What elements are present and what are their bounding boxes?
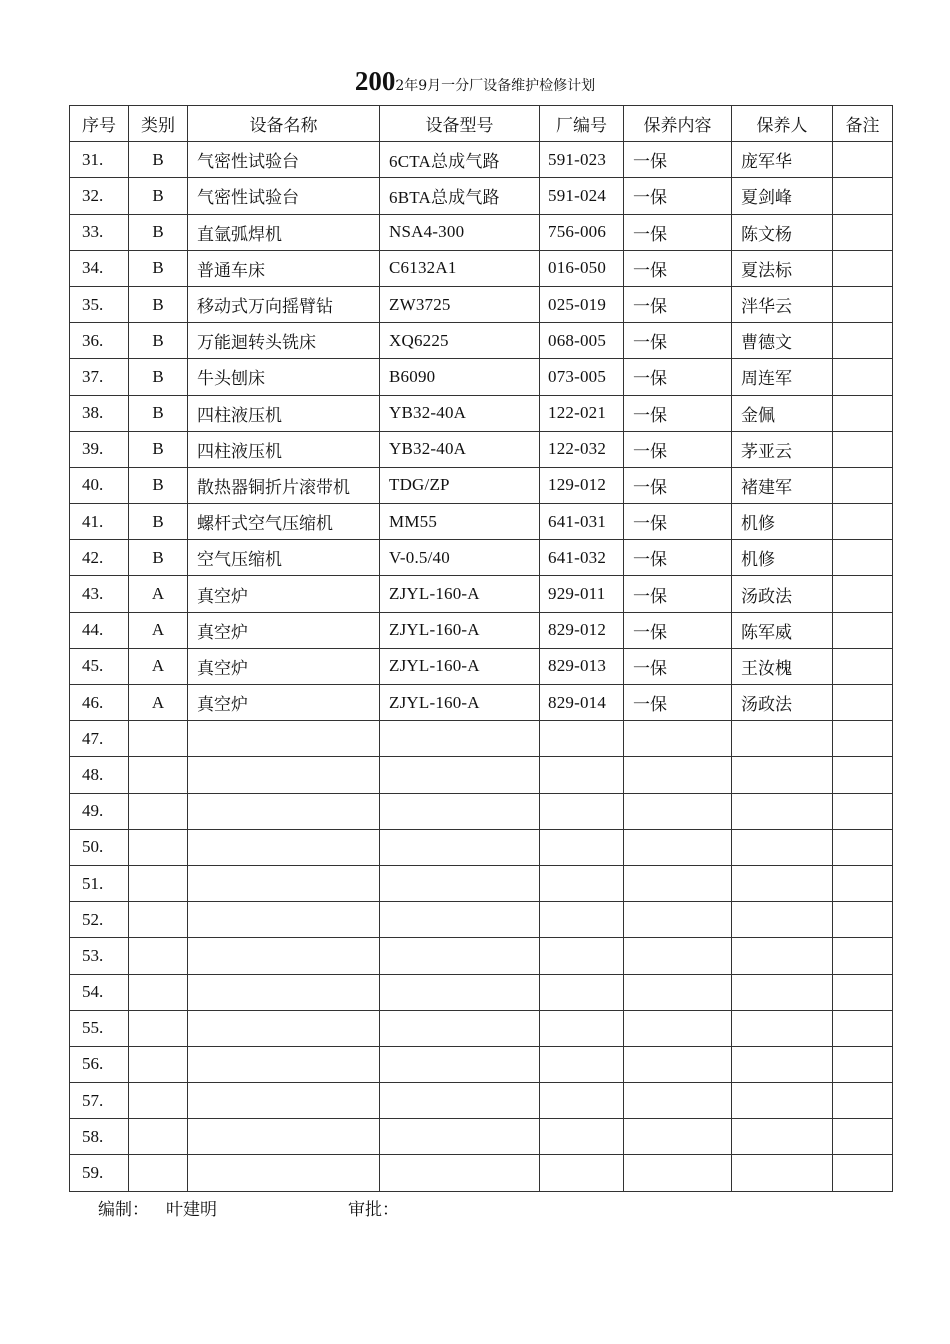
cell-equipment-model: V-0.5/40: [380, 540, 540, 576]
cell-remarks: [833, 250, 893, 286]
header-seq: 序号: [70, 106, 129, 142]
cell-equipment-name: 真空炉: [188, 576, 380, 612]
cell-maintenance-content: 一保: [624, 576, 732, 612]
cell-equipment-name: 空气压缩机: [188, 540, 380, 576]
cell-maintainer: 褚建军: [732, 467, 833, 503]
cell-category: [129, 793, 188, 829]
table-row: [70, 286, 893, 322]
cell-remarks: [833, 286, 893, 322]
cell-equipment-name: 散热器铜折片滚带机: [188, 467, 380, 503]
cell-factory-number: 929-011: [540, 576, 624, 612]
table-row: [70, 359, 893, 395]
cell-seq: 45.: [70, 648, 129, 684]
cell-category: [129, 938, 188, 974]
cell-maintenance-content: 一保: [624, 178, 732, 214]
cell-equipment-name: 牛头刨床: [188, 359, 380, 395]
cell-equipment-name: [188, 793, 380, 829]
cell-category: B: [129, 286, 188, 322]
cell-factory-number: [540, 721, 624, 757]
table-row: [70, 395, 893, 431]
cell-equipment-name: [188, 1119, 380, 1155]
cell-remarks: [833, 214, 893, 250]
cell-category: [129, 974, 188, 1010]
cell-maintainer: [732, 938, 833, 974]
table-row: [70, 1083, 893, 1119]
cell-equipment-name: 气密性试验台: [188, 142, 380, 178]
cell-equipment-name: [188, 721, 380, 757]
cell-category: [129, 1155, 188, 1191]
cell-maintenance-content: [624, 865, 732, 901]
table-row: [70, 1046, 893, 1082]
table-row: [70, 540, 893, 576]
compiler-label: 编制：: [98, 1200, 149, 1220]
cell-factory-number: 829-012: [540, 612, 624, 648]
cell-equipment-model: 6CTA总成气路: [380, 142, 540, 178]
table-row: [70, 1155, 893, 1191]
cell-equipment-name: 气密性试验台: [188, 178, 380, 214]
cell-maintainer: [732, 1046, 833, 1082]
cell-maintenance-content: 一保: [624, 504, 732, 540]
cell-maintainer: [732, 902, 833, 938]
cell-maintenance-content: 一保: [624, 395, 732, 431]
header-equipment-name: 设备名称: [188, 106, 380, 142]
cell-maintainer: [732, 1119, 833, 1155]
cell-factory-number: [540, 1083, 624, 1119]
cell-remarks: [833, 1046, 893, 1082]
cell-maintenance-content: 一保: [624, 286, 732, 322]
cell-category: A: [129, 576, 188, 612]
cell-maintainer: [732, 829, 833, 865]
cell-maintainer: 夏剑峰: [732, 178, 833, 214]
cell-category: [129, 865, 188, 901]
header-equipment-model: 设备型号: [380, 106, 540, 142]
cell-maintainer: [732, 974, 833, 1010]
cell-maintainer: 王汝槐: [732, 648, 833, 684]
cell-seq: 37.: [70, 359, 129, 395]
cell-category: B: [129, 250, 188, 286]
cell-equipment-model: TDG/ZP: [380, 467, 540, 503]
cell-category: A: [129, 648, 188, 684]
cell-equipment-name: 四柱液压机: [188, 431, 380, 467]
cell-equipment-name: 直氩弧焊机: [188, 214, 380, 250]
cell-remarks: [833, 757, 893, 793]
cell-maintainer: [732, 1010, 833, 1046]
cell-factory-number: 129-012: [540, 467, 624, 503]
cell-maintainer: [732, 757, 833, 793]
cell-equipment-model: ZJYL-160-A: [380, 576, 540, 612]
cell-remarks: [833, 142, 893, 178]
cell-remarks: [833, 359, 893, 395]
cell-remarks: [833, 504, 893, 540]
cell-maintainer: 机修: [732, 504, 833, 540]
table-row: [70, 178, 893, 214]
cell-equipment-name: [188, 1010, 380, 1046]
table-body: [70, 142, 893, 1191]
table-row: [70, 214, 893, 250]
cell-remarks: [833, 865, 893, 901]
cell-remarks: [833, 467, 893, 503]
compiler-name: 叶建明: [166, 1200, 217, 1220]
cell-factory-number: 025-019: [540, 286, 624, 322]
cell-category: [129, 1083, 188, 1119]
cell-remarks: [833, 178, 893, 214]
cell-seq: 38.: [70, 395, 129, 431]
cell-factory-number: [540, 829, 624, 865]
table-row: [70, 323, 893, 359]
cell-equipment-name: 真空炉: [188, 685, 380, 721]
cell-equipment-model: [380, 793, 540, 829]
cell-factory-number: [540, 1046, 624, 1082]
cell-category: B: [129, 467, 188, 503]
table-row: [70, 793, 893, 829]
cell-equipment-model: [380, 865, 540, 901]
cell-factory-number: [540, 1119, 624, 1155]
cell-equipment-name: [188, 938, 380, 974]
cell-remarks: [833, 938, 893, 974]
cell-equipment-model: [380, 974, 540, 1010]
cell-equipment-model: ZJYL-160-A: [380, 612, 540, 648]
cell-maintenance-content: [624, 974, 732, 1010]
cell-factory-number: [540, 865, 624, 901]
header-maintenance-content: 保养内容: [624, 106, 732, 142]
title-rest: 2年9月一分厂设备维护检修计划: [395, 78, 596, 94]
cell-factory-number: 829-014: [540, 685, 624, 721]
cell-seq: 53.: [70, 938, 129, 974]
cell-category: [129, 829, 188, 865]
table-row: [70, 467, 893, 503]
cell-maintenance-content: 一保: [624, 685, 732, 721]
cell-factory-number: 641-031: [540, 504, 624, 540]
cell-maintainer: 泮华云: [732, 286, 833, 322]
cell-seq: 42.: [70, 540, 129, 576]
cell-equipment-name: [188, 1083, 380, 1119]
cell-seq: 41.: [70, 504, 129, 540]
cell-remarks: [833, 648, 893, 684]
cell-equipment-name: 真空炉: [188, 648, 380, 684]
cell-maintenance-content: 一保: [624, 540, 732, 576]
cell-seq: 56.: [70, 1046, 129, 1082]
table-row: [70, 504, 893, 540]
cell-equipment-name: 真空炉: [188, 612, 380, 648]
cell-factory-number: [540, 757, 624, 793]
cell-seq: 59.: [70, 1155, 129, 1191]
table-row: [70, 576, 893, 612]
page-title: [0, 66, 950, 97]
cell-seq: 43.: [70, 576, 129, 612]
cell-factory-number: [540, 902, 624, 938]
cell-maintainer: [732, 721, 833, 757]
table-row: [70, 431, 893, 467]
cell-category: B: [129, 178, 188, 214]
cell-maintainer: [732, 865, 833, 901]
cell-equipment-model: B6090: [380, 359, 540, 395]
cell-remarks: [833, 431, 893, 467]
cell-maintainer: [732, 1083, 833, 1119]
cell-remarks: [833, 395, 893, 431]
cell-category: [129, 757, 188, 793]
cell-seq: 55.: [70, 1010, 129, 1046]
cell-seq: 47.: [70, 721, 129, 757]
cell-maintenance-content: 一保: [624, 250, 732, 286]
cell-factory-number: 016-050: [540, 250, 624, 286]
cell-remarks: [833, 540, 893, 576]
cell-factory-number: 068-005: [540, 323, 624, 359]
cell-equipment-model: ZJYL-160-A: [380, 685, 540, 721]
cell-category: B: [129, 142, 188, 178]
cell-seq: 40.: [70, 467, 129, 503]
table-row: [70, 757, 893, 793]
cell-factory-number: 829-013: [540, 648, 624, 684]
cell-seq: 50.: [70, 829, 129, 865]
cell-remarks: [833, 576, 893, 612]
cell-remarks: [833, 721, 893, 757]
cell-equipment-model: 6BTA总成气路: [380, 178, 540, 214]
signature-footer: [98, 1195, 399, 1220]
cell-remarks: [833, 1119, 893, 1155]
cell-maintenance-content: [624, 1083, 732, 1119]
cell-category: [129, 1010, 188, 1046]
cell-category: A: [129, 685, 188, 721]
cell-maintenance-content: 一保: [624, 142, 732, 178]
cell-maintainer: 周连军: [732, 359, 833, 395]
cell-maintainer: 金佩: [732, 395, 833, 431]
cell-equipment-name: [188, 1046, 380, 1082]
cell-equipment-model: [380, 1046, 540, 1082]
table-row: [70, 612, 893, 648]
table-row: [70, 1119, 893, 1155]
cell-equipment-model: [380, 721, 540, 757]
cell-seq: 34.: [70, 250, 129, 286]
cell-category: [129, 1046, 188, 1082]
cell-equipment-model: [380, 1155, 540, 1191]
table-row: [70, 721, 893, 757]
cell-factory-number: [540, 1010, 624, 1046]
header-category: 类别: [129, 106, 188, 142]
cell-category: B: [129, 323, 188, 359]
cell-maintenance-content: 一保: [624, 214, 732, 250]
table-row: [70, 1010, 893, 1046]
cell-remarks: [833, 1010, 893, 1046]
cell-maintainer: 茅亚云: [732, 431, 833, 467]
cell-seq: 31.: [70, 142, 129, 178]
cell-maintainer: 机修: [732, 540, 833, 576]
cell-remarks: [833, 1083, 893, 1119]
cell-equipment-model: ZW3725: [380, 286, 540, 322]
cell-remarks: [833, 323, 893, 359]
cell-equipment-model: XQ6225: [380, 323, 540, 359]
cell-equipment-model: [380, 1119, 540, 1155]
cell-maintainer: [732, 793, 833, 829]
cell-category: [129, 721, 188, 757]
cell-seq: 36.: [70, 323, 129, 359]
cell-seq: 54.: [70, 974, 129, 1010]
table-row: [70, 938, 893, 974]
cell-maintainer: 夏法标: [732, 250, 833, 286]
table-row: [70, 250, 893, 286]
cell-seq: 52.: [70, 902, 129, 938]
cell-factory-number: [540, 974, 624, 1010]
cell-factory-number: 591-023: [540, 142, 624, 178]
header-factory-number: 厂编号: [540, 106, 624, 142]
cell-equipment-name: 普通车床: [188, 250, 380, 286]
table-row: [70, 902, 893, 938]
table-row: [70, 829, 893, 865]
cell-maintenance-content: [624, 1010, 732, 1046]
cell-seq: 51.: [70, 865, 129, 901]
cell-equipment-name: 四柱液压机: [188, 395, 380, 431]
cell-equipment-model: ZJYL-160-A: [380, 648, 540, 684]
cell-remarks: [833, 685, 893, 721]
cell-factory-number: 122-021: [540, 395, 624, 431]
cell-maintenance-content: [624, 902, 732, 938]
cell-equipment-model: [380, 757, 540, 793]
cell-category: B: [129, 214, 188, 250]
cell-seq: 44.: [70, 612, 129, 648]
cell-seq: 32.: [70, 178, 129, 214]
cell-maintainer: 陈文杨: [732, 214, 833, 250]
header-maintainer: 保养人: [732, 106, 833, 142]
cell-maintainer: 汤政法: [732, 576, 833, 612]
cell-remarks: [833, 793, 893, 829]
cell-equipment-model: YB32-40A: [380, 395, 540, 431]
cell-equipment-name: 万能迴转头铣床: [188, 323, 380, 359]
cell-maintenance-content: [624, 1119, 732, 1155]
table-row: [70, 648, 893, 684]
cell-seq: 48.: [70, 757, 129, 793]
cell-equipment-model: YB32-40A: [380, 431, 540, 467]
cell-maintenance-content: 一保: [624, 431, 732, 467]
cell-equipment-name: [188, 757, 380, 793]
cell-remarks: [833, 902, 893, 938]
cell-factory-number: 641-032: [540, 540, 624, 576]
cell-maintenance-content: [624, 1155, 732, 1191]
cell-maintenance-content: [624, 1046, 732, 1082]
cell-maintainer: 庞军华: [732, 142, 833, 178]
cell-category: [129, 902, 188, 938]
cell-equipment-model: [380, 1010, 540, 1046]
cell-seq: 58.: [70, 1119, 129, 1155]
cell-maintenance-content: [624, 793, 732, 829]
cell-category: B: [129, 431, 188, 467]
cell-maintainer: 汤政法: [732, 685, 833, 721]
cell-category: B: [129, 395, 188, 431]
cell-maintenance-content: 一保: [624, 612, 732, 648]
cell-remarks: [833, 612, 893, 648]
cell-factory-number: 591-024: [540, 178, 624, 214]
cell-category: B: [129, 359, 188, 395]
cell-factory-number: 122-032: [540, 431, 624, 467]
cell-maintenance-content: 一保: [624, 467, 732, 503]
approver-label: 审批：: [348, 1200, 399, 1220]
table-row: [70, 685, 893, 721]
cell-equipment-model: [380, 938, 540, 974]
cell-factory-number: [540, 1155, 624, 1191]
cell-maintainer: 陈军威: [732, 612, 833, 648]
cell-equipment-name: [188, 829, 380, 865]
cell-equipment-name: [188, 1155, 380, 1191]
cell-category: A: [129, 612, 188, 648]
cell-remarks: [833, 1155, 893, 1191]
cell-category: B: [129, 540, 188, 576]
cell-equipment-name: [188, 974, 380, 1010]
cell-equipment-model: [380, 1083, 540, 1119]
cell-maintenance-content: [624, 757, 732, 793]
cell-equipment-name: [188, 865, 380, 901]
cell-equipment-model: [380, 902, 540, 938]
cell-seq: 57.: [70, 1083, 129, 1119]
title-year-bold: 200: [354, 66, 396, 96]
cell-seq: 39.: [70, 431, 129, 467]
cell-factory-number: [540, 938, 624, 974]
cell-remarks: [833, 829, 893, 865]
cell-maintenance-content: 一保: [624, 359, 732, 395]
cell-seq: 46.: [70, 685, 129, 721]
header-remarks: 备注: [833, 106, 893, 142]
maintenance-plan-table: [69, 105, 893, 1192]
cell-maintenance-content: 一保: [624, 648, 732, 684]
cell-equipment-name: [188, 902, 380, 938]
cell-factory-number: 073-005: [540, 359, 624, 395]
cell-seq: 35.: [70, 286, 129, 322]
cell-category: B: [129, 504, 188, 540]
table-row: [70, 974, 893, 1010]
cell-maintenance-content: [624, 938, 732, 974]
cell-factory-number: 756-006: [540, 214, 624, 250]
table-row: [70, 142, 893, 178]
cell-seq: 33.: [70, 214, 129, 250]
cell-seq: 49.: [70, 793, 129, 829]
cell-equipment-model: [380, 829, 540, 865]
table-row: [70, 865, 893, 901]
cell-maintainer: [732, 1155, 833, 1191]
table-header-row: [70, 106, 893, 142]
cell-maintenance-content: [624, 721, 732, 757]
cell-remarks: [833, 974, 893, 1010]
cell-maintainer: 曹德文: [732, 323, 833, 359]
cell-factory-number: [540, 793, 624, 829]
cell-equipment-name: 移动式万向摇臂钻: [188, 286, 380, 322]
cell-category: [129, 1119, 188, 1155]
cell-equipment-model: MM55: [380, 504, 540, 540]
cell-maintenance-content: 一保: [624, 323, 732, 359]
cell-equipment-name: 螺杆式空气压缩机: [188, 504, 380, 540]
cell-equipment-model: NSA4-300: [380, 214, 540, 250]
cell-equipment-model: C6132A1: [380, 250, 540, 286]
cell-maintenance-content: [624, 829, 732, 865]
